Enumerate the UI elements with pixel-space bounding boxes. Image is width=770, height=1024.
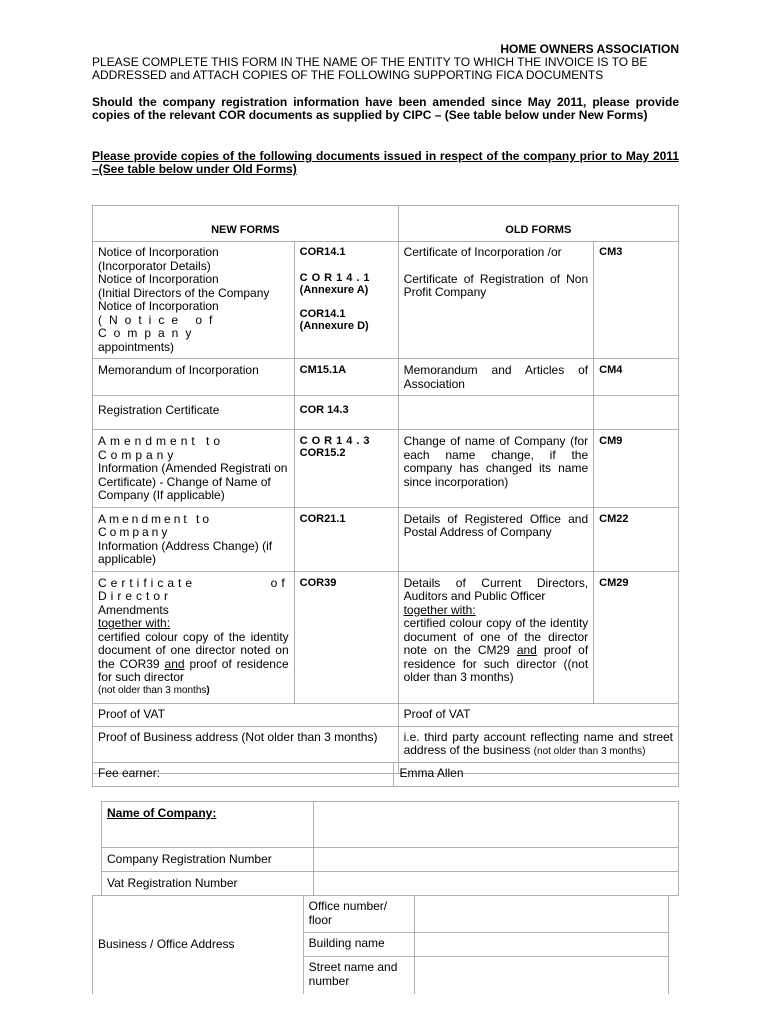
cell-text: proof of residence for such director [98, 656, 289, 684]
cell-text: Notice of Incorporation [98, 245, 219, 259]
amendment-note: Should the company registration information have been amended since May 2011, please provide copies of the relevant COR documents as supplied by CIPC – (See table below under New Forms) [92, 95, 679, 122]
new-form-code: COR 14.3 [294, 396, 398, 430]
cell-text: (Notice of Company [98, 312, 220, 340]
table-row [93, 703, 679, 726]
old-form-code: CM9 [594, 430, 679, 508]
street-name-field[interactable] [414, 957, 668, 994]
cell-text: ) [206, 684, 210, 696]
table-row [93, 430, 679, 508]
new-form-cell: Proof of Business address (Not older than 3 months) [93, 726, 399, 773]
old-form-code: CM4 [594, 359, 679, 396]
cell-text: (not older than 3 months) [533, 746, 646, 757]
cell-text: together with: [403, 602, 476, 617]
code-text: COR14.1 [299, 308, 346, 320]
vat-number-field[interactable] [313, 872, 678, 896]
cell-text: certified colour copy of the identity document of one director noted on the COR39 [98, 629, 289, 671]
new-form-code [294, 430, 398, 508]
cell-text: Notice of Incorporation [98, 272, 219, 286]
old-forms-header: OLD FORMS [398, 206, 678, 242]
building-name-field[interactable] [414, 933, 668, 957]
new-form-cell: Proof of VAT [93, 703, 399, 726]
vat-number-label: Vat Registration Number [102, 872, 314, 896]
old-form-cell [398, 396, 594, 430]
code-text: COR14.1 [299, 272, 374, 284]
code-text: COR14.3 [299, 435, 374, 447]
form-title: HOME OWNERS ASSOCIATION [500, 42, 679, 56]
cell-text: and [516, 643, 537, 657]
new-form-code [294, 242, 398, 359]
cell-text: (Incorporator Details) [98, 258, 211, 273]
new-form-code: COR39 [294, 571, 398, 703]
code-text: (Annexure A) [299, 284, 369, 296]
old-form-cell: Proof of VAT [398, 703, 678, 726]
old-form-cell: Change of name of Company (for each name change, if the company has changed its name since incorporation) [398, 430, 594, 508]
fee-earner-label: Fee earner: [93, 763, 394, 787]
new-form-cell [93, 430, 295, 508]
registration-number-label: Company Registration Number [102, 848, 314, 872]
cell-text: together with: [98, 616, 171, 630]
new-form-cell: Registration Certificate [93, 396, 295, 430]
forms-table [92, 205, 679, 774]
cell-text: (Initial Directors of the Company [98, 285, 270, 300]
cell-text: Certificate of Registration of Non Profit Company [403, 271, 589, 299]
cell-text: Details of Current Directors, Auditors and Public Officer [403, 575, 589, 603]
old-form-code [594, 396, 679, 430]
code-text: COR14.1 [299, 246, 346, 258]
company-name-field[interactable] [313, 802, 678, 848]
fee-earner-table [92, 762, 679, 787]
cell-text: certified colour copy of the identity document of one of the director note on the CM29 [403, 616, 589, 657]
instruction-line: PLEASE COMPLETE THIS FORM IN THE NAME OF THE ENTITY TO WHICH THE INVOICE IS TO BE ADDRESSED and ATTACH COPIES OF THE FOLLOWING SUPPORTING FICA DOCUMENTS [92, 55, 648, 82]
cell-text: Information (Amended Registrati on Certificate) - Change of Name of Company (If applicable) [98, 461, 288, 502]
code-text: (Annexure D) [299, 320, 369, 332]
old-form-cell: Memorandum and Articles of Association [398, 359, 594, 396]
cell-text: proof of residence for such director ((not older than 3 months) [403, 643, 589, 684]
old-form-code: CM22 [594, 507, 679, 571]
old-form-code: CM3 [594, 242, 679, 359]
old-form-code: CM29 [594, 571, 679, 703]
cell-text: Amendment to Company [98, 434, 225, 462]
cell-text: Amendment to Company [98, 511, 213, 539]
cell-text: (not older than 3 months [98, 684, 207, 696]
company-name-label: Name of Company: [102, 802, 314, 848]
table-row [93, 242, 679, 359]
cell-text: and [164, 656, 185, 671]
old-form-cell [398, 242, 594, 359]
cell-text: appointments) [98, 339, 175, 354]
office-number-field[interactable] [414, 896, 668, 933]
table-row [93, 359, 679, 396]
new-form-cell [93, 242, 295, 359]
old-form-cell [398, 571, 594, 703]
company-table [101, 801, 679, 896]
fee-earner-value[interactable]: Emma Allen [394, 763, 679, 787]
address-table [92, 895, 669, 994]
cell-text: i.e. third party account reflecting name and street address of the business [403, 729, 673, 757]
street-name-label: Street name and number [303, 957, 414, 994]
new-form-code: CM15.1A [294, 359, 398, 396]
table-row [93, 507, 679, 571]
table-row [93, 571, 679, 703]
new-form-cell [93, 507, 295, 571]
new-form-cell: Memorandum of Incorporation [93, 359, 295, 396]
registration-number-field[interactable] [313, 848, 678, 872]
office-number-label: Office number/ floor [303, 896, 414, 933]
building-name-label: Building name [303, 933, 414, 957]
code-text: COR15.2 [299, 447, 346, 459]
new-form-cell [93, 571, 295, 703]
cell-text: Certificate of Director [98, 575, 289, 603]
old-form-cell: Details of Registered Office and Postal Address of Company [398, 507, 594, 571]
cell-text: Notice of Incorporation [98, 299, 219, 313]
cell-text: Information (Address Change) (if applicable) [98, 538, 273, 566]
business-address-label: Business / Office Address [93, 896, 304, 994]
new-form-code: COR21.1 [294, 507, 398, 571]
cell-text: Amendments [98, 602, 169, 617]
table-row [93, 396, 679, 430]
cell-text: Certificate of Incorporation /or [403, 245, 562, 259]
old-forms-note: Please provide copies of the following documents issued in respect of the company prior to May 2011 –(See table below under Old Forms) [92, 149, 679, 176]
new-forms-header: NEW FORMS [93, 206, 399, 242]
